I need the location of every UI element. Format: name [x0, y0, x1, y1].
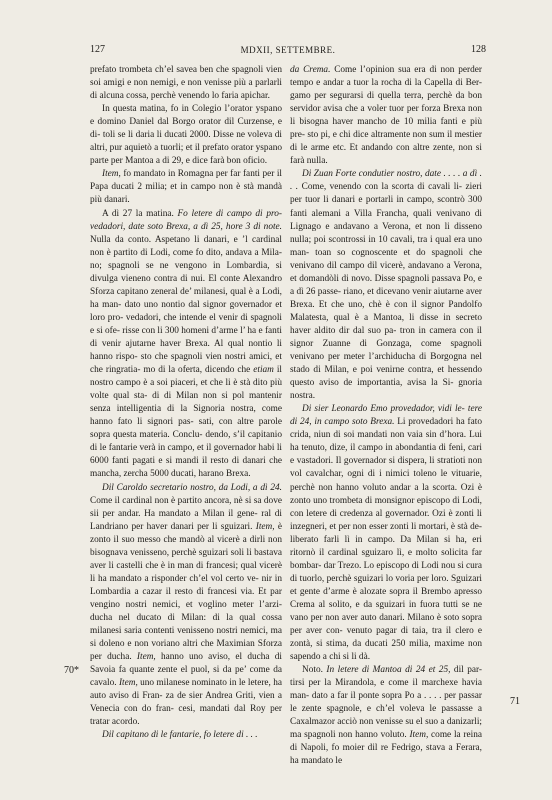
body-text: è zonto il suo messo che mandò al vicerè a dirli non bisognava venisseno, perchè sguizari soli li bastava aver li castelli che è in man di francesi; qual vicerè li ha mandato a risponder ch’el vol certo ve- nir in Lombardia a cazar il resto di francesi via. Et par vengino nostri nemici, et voglino meter l’arzi- ducha nel ducato di Milan: di la qual cossa milanesi saria contenti venisseno nostri nemici, ma si doleno e non voriano altri che Maximian Sforza per ducha. — [90, 521, 282, 663]
italic-text: Item, — [255, 521, 275, 532]
paragraph — [290, 664, 482, 768]
italic-text: Item, — [136, 652, 156, 663]
margin-number-right: 71 — [510, 696, 520, 707]
body-text: Come l’opinion sua era di non perder tempo e andar a tuor la rocha di la Capella di Ber- gamo per segurarsi di quella terra, perchè da bon servidor avisa che a voler tuor per forza Brexa non li bisogna haver mancho de 10 milia fanti e più pre- sto pi, e chi dice altramente non sum il mestier di le arme etc. Et andando con altre zente, non si farà nulla. — [290, 65, 482, 167]
paragraph — [90, 168, 282, 207]
body-text: come la reina di Napoli, fo moier dil re Fedrigo, stava a Ferara, ha mandato le — [290, 730, 482, 767]
italic-text: Fo letere di campo di pro- vedadori, date soto Brexa, a dì 25, hore 3 di note. — [90, 208, 282, 232]
body-text: A dì 27 la matina. — [102, 208, 178, 219]
italic-text: Item, — [409, 730, 429, 741]
body-text: Nulla da conto. Aspetano li danari, e ’l cardinal non è partito di Lodi, come fo dito, andava a Mila- no; spagnoli se ne vengono in Lombardia, si divulga vieneno contra di nui. El conte Alexandro Sforza capitano zeneral de’ milanesi, qual è a Lodi, ha man- dato uno nontio dal signor governador et loro pro- vedadori, che intende el venir di spagnoli e si ofe- risse con li 300 homeni d’arme l’ ha e fanti di venir ajutarne haver Brexa. Al qual nontio li hanno rispo- sto che spagnoli vien nostri amici, et che ringratia- mo di la oferta, dicendo che — [90, 234, 282, 376]
paragraph — [90, 208, 282, 482]
italic-text: Dil Caroldo secretario nostro, da Lodi, a dì 24. — [102, 482, 282, 493]
italic-text: Dil capitano di le fantarie, fo letere di . . . — [102, 730, 258, 741]
running-title: MDXII, SETTEMBRE. — [240, 45, 336, 55]
body-text: fo mandato in Romagna per far fanti per il Papa ducati 2 milia; et in campo non è stà mandà più danari. — [90, 169, 282, 206]
italic-text: da Crema. — [290, 65, 331, 75]
body-text: Li provedadori ha fato crida, niun di soi mandati non vaia sin d’hora. Lui ha tenuto, dize, il campo in abondantia di feni, cari e vastadori. Il governador si dispera, li stratioti non vol cavalchar, ogni di i nimici toleno le vituarie, perchè non hanno voluto andar a la scorta. Ozi è zonto uno trombeta di monsignor episcopo di Lodi, con letere di credenza al governador. Ozi è zonti li inzegneri, et per non esser zonti li mortari, è stà de- liberato farli lì in campo. Da Milan si ha, eri ritornò il cardinal sguizaro lì, e molto solicita far bombar- dar Trezo. Lo episcopo di Lodi nou si cura di tuorlo, perchè sguizari lo voria per loro. Sguizari et gente d’arme è alozate sopra il Brembo apresso Crema al solito, e da sguizari in fuora tutti se ne vano per non aver auto danari. Milano è soto sopra per aver con- venuto pagar di taia, tra il clero e zontà, si stima, da ducati 250 milia, maxime non sapendo a chi si li dà. — [290, 417, 482, 663]
body-text: uno milanese nominato in le letere, ha auto aviso di Fran- za de sier Andrea Griti, vien a Venecia con do fran- cesi, mandati dal Roy per tratar acordo. — [90, 678, 282, 728]
body-text: il nostro campo è a soi piaceri, et che li è stà dito più volte qual sta- di di Milan non si pol mantenir senza intelligentia di la Signoria nostra, come hanno fato li signori pas- sati, con altre parole sopra questa materia. Conclu- dendo, s’il capitanio di le fantarie verà in campo, et il governador habi li 6000 fanti pagati e si mandi il resto di danari che mancha, zercha 5000 ducati, harano Brexa. — [90, 365, 282, 480]
body-text: In questa matina, fo in Colegio l’orator yspano e domino Daniel dal Borgo orator dil Curzense, e di- toli se li daria li ducati 2000. Disse ne voleva di altri, pur aquietò a tuorli; et il prefato orator yspano parte per Mantoa a di 29, e dice farà bon oficio. — [90, 104, 282, 167]
body-text: hanno uno aviso, el ducha di Savoia fa quante zente el puol, si da pe’ come da cavalo. — [90, 652, 282, 689]
body-text: Come il cardinal non è partito ancora, nè si sa dove sii per andar. Ha mandato a Milan il gene- ral di Landriano per haver danari per li sguizari. — [90, 495, 282, 532]
body-text: dil par- tirsi per la Mirandola, e come il marchexe havia man- dato a far il ponte sopra Po a . . . . per passar le zente spagnole, e ch’el voleva le passasse a Caxalmazor acciò non venisse su el suo a danizarli; ma spagnoli non hanno voluto. — [290, 665, 482, 741]
page-number-left: 127 — [90, 44, 105, 55]
body-text: Noto. — [302, 665, 327, 676]
italic-text: Item, — [102, 169, 121, 180]
left-text-column — [90, 64, 282, 782]
italic-text: Item, — [118, 678, 138, 689]
body-text: Come, venendo con la scorta di cavali li- zieri per tuor li danari e portarli in campo, scontrò 300 fanti alemani a Villa Francha, quali venivano di Lignago e andavano a Verona, et non li disseno nulla; poi scontrossi in 10 cavali, tra i qual era uno man- toan so cognoscente et do spagnoli che venivano dil campo dil vicerè, andavano a Verona, et domandòli di novo. Disse spagnoli passava Po, e a dì 26 passe- riano, et dicevano venir aiutarne aver Brexa. Et che uno, chè è con il signor Pandolfo Malatesta, qual è a Mantoa, li disse in secreto haver aldito dir dal suo pa- tron in camera con il signor Zuanne di Gonzaga, come spagnoli venivano per meter l’archiducha di Borgogna nel stado di Milan, e poi venirne contra, et hessendo questo aviso de importantia, avisa la Si- gnoria nostra. — [290, 182, 482, 402]
paragraph — [290, 403, 482, 664]
paragraph — [290, 64, 482, 168]
page-number-right: 128 — [471, 44, 486, 55]
page-header — [90, 44, 486, 58]
paragraph — [90, 729, 282, 742]
italic-text: In letere di Mantoa di 24 et 25, — [326, 665, 451, 676]
paragraph — [90, 64, 282, 103]
italic-text: Di sier Leonardo Emo provedador, vidi le- tere di 24, in campo soto Brexa. — [290, 404, 482, 428]
right-text-column — [290, 64, 482, 782]
italic-text: Di Zuan Forte condutier nostro, date . . . . a dì . . . — [290, 169, 482, 193]
paragraph — [90, 103, 282, 168]
paragraph — [90, 482, 282, 730]
paragraph — [290, 168, 482, 403]
body-text: prefato trombeta ch’el savea ben che spagnoli vien soi amigi e non nemigi, e non venisse più a parlarli di alcuna cossa, perchè venendo lo faria apichar. — [90, 65, 282, 102]
margin-number-left: 70* — [64, 665, 79, 676]
italic-text: etiam — [253, 365, 274, 376]
